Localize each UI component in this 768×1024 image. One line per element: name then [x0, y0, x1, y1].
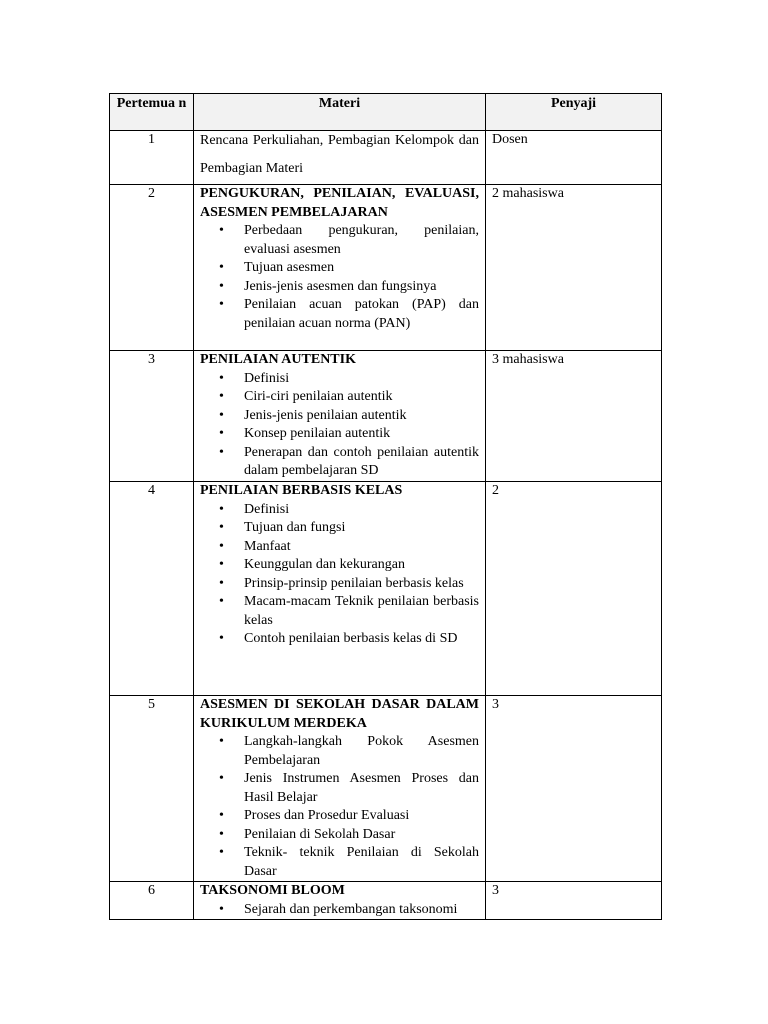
- row-number: 6: [110, 882, 194, 920]
- list-item: • Definisi: [244, 501, 479, 520]
- row-number: 1: [110, 131, 194, 185]
- topic-title: PENILAIAN AUTENTIK: [200, 352, 356, 367]
- penyaji-cell: Dosen: [486, 131, 662, 185]
- schedule-table: [109, 93, 662, 920]
- subtopic-list: [200, 901, 479, 920]
- materi-cell: [194, 882, 486, 920]
- list-item: • Teknik- teknik Penilaian di Sekolah Dasar: [244, 844, 479, 881]
- topic-title: PENILAIAN BERBASIS KELAS: [200, 483, 403, 498]
- materi-cell: [194, 131, 486, 185]
- list-item: • Keunggulan dan kekurangan: [244, 556, 479, 575]
- table-row: [110, 696, 662, 882]
- row-number: 3: [110, 351, 194, 482]
- topic-title: PENGUKURAN, PENILAIAN, EVALUASI, ASESMEN PEMBELAJARAN: [200, 186, 479, 220]
- list-item: • Sejarah dan perkembangan taksonomi: [244, 901, 479, 920]
- list-item: • Tujuan asesmen: [244, 259, 479, 278]
- materi-cell: [194, 185, 486, 351]
- header-row: [110, 94, 662, 131]
- materi-cell: [194, 482, 486, 696]
- penyaji-cell: 3: [486, 882, 662, 920]
- list-item: • Prinsip-prinsip penilaian berbasis kelas: [244, 575, 479, 594]
- header-materi: Materi: [194, 94, 486, 131]
- list-item: • Konsep penilaian autentik: [244, 425, 479, 444]
- penyaji-cell: 2: [486, 482, 662, 696]
- list-item: • Jenis-jenis penilaian autentik: [244, 407, 479, 426]
- penyaji-cell: 3 mahasiswa: [486, 351, 662, 482]
- table-row: [110, 482, 662, 696]
- list-item: • Manfaat: [244, 538, 479, 557]
- penyaji-cell: 2 mahasiswa: [486, 185, 662, 351]
- table-row: [110, 351, 662, 482]
- list-item: • Definisi: [244, 370, 479, 389]
- list-item: • Perbedaan pengukuran, penilaian, evaluasi asesmen: [244, 222, 479, 259]
- materi-cell: [194, 351, 486, 482]
- table-row: [110, 185, 662, 351]
- subtopic-list: [200, 370, 479, 481]
- list-item: • Ciri-ciri penilaian autentik: [244, 388, 479, 407]
- subtopic-list: [200, 222, 479, 333]
- row-number: 2: [110, 185, 194, 351]
- materi-text: Rencana Perkuliahan, Pembagian Kelompok dan Pembagian Materi: [200, 133, 479, 176]
- list-item: • Langkah-langkah Pokok Asesmen Pembelajaran: [244, 733, 479, 770]
- materi-cell: [194, 696, 486, 882]
- header-pertemuan: Pertemua n: [110, 94, 194, 131]
- table-row: [110, 882, 662, 920]
- table-row: [110, 131, 662, 185]
- list-item: • Contoh penilaian berbasis kelas di SD: [244, 630, 479, 649]
- topic-title: ASESMEN DI SEKOLAH DASAR DALAM KURIKULUM MERDEKA: [200, 697, 479, 731]
- list-item: • Penilaian di Sekolah Dasar: [244, 826, 479, 845]
- topic-title: TAKSONOMI BLOOM: [200, 883, 345, 898]
- subtopic-list: [200, 501, 479, 649]
- list-item: • Penerapan dan contoh penilaian autentik dalam pembelajaran SD: [244, 444, 479, 481]
- subtopic-list: [200, 733, 479, 881]
- list-item: • Macam-macam Teknik penilaian berbasis kelas: [244, 593, 479, 630]
- row-number: 4: [110, 482, 194, 696]
- header-penyaji: Penyaji: [486, 94, 662, 131]
- list-item: • Penilaian acuan patokan (PAP) dan penilaian acuan norma (PAN): [244, 296, 479, 333]
- row-number: 5: [110, 696, 194, 882]
- penyaji-cell: 3: [486, 696, 662, 882]
- list-item: • Jenis-jenis asesmen dan fungsinya: [244, 278, 479, 297]
- list-item: • Tujuan dan fungsi: [244, 519, 479, 538]
- list-item: • Proses dan Prosedur Evaluasi: [244, 807, 479, 826]
- list-item: • Jenis Instrumen Asesmen Proses dan Hasil Belajar: [244, 770, 479, 807]
